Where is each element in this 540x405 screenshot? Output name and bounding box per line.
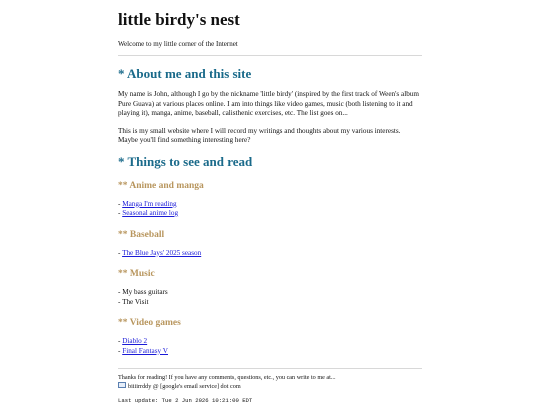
- site-tagline: Welcome to my little corner of the Internet: [118, 40, 238, 48]
- section-heading-anime: ** Anime and manga: [118, 180, 204, 191]
- about-paragraph-1: My name is John, although I go by the nickname 'little birdy' (inspired by the first track of Ween's album Pure Guava) at various places online. I am into things like video games, music (both listening to it and playing it), manga, anime, baseball, calisthenic exercises, etc. The list goes on...: [118, 90, 419, 117]
- list-bullet: -: [118, 209, 123, 217]
- list-bullet: -: [118, 346, 123, 355]
- section-heading-baseball: ** Baseball: [118, 229, 165, 240]
- list-bullet: -: [118, 199, 123, 208]
- header-divider: [118, 55, 422, 56]
- section-list-baseball: [118, 249, 422, 259]
- section-list-music: [118, 288, 422, 307]
- item-the-visit: The Visit: [122, 297, 149, 306]
- section-heading-video-games: ** Video games: [118, 318, 181, 328]
- section-list-video-games: [118, 337, 422, 356]
- site-title: little birdy's nest: [118, 10, 240, 29]
- about-heading: * About me and this site: [118, 66, 252, 81]
- list-item: [118, 288, 422, 298]
- list-item: [118, 298, 422, 308]
- last-update: Last update: Tue 2 Jun 2026 10:21:00 EDT: [118, 397, 253, 404]
- things-heading: * Things to see and read: [118, 153, 253, 169]
- main-content: [118, 10, 422, 405]
- footer-email-line: [118, 383, 422, 392]
- footer-email: biiiirrddy @ [google's email service] dot com: [128, 382, 241, 390]
- footer-divider: [118, 368, 422, 369]
- list-bullet: -: [118, 337, 123, 345]
- list-bullet: -: [118, 288, 123, 296]
- link-final-fantasy-v[interactable]: Final Fantasy V: [122, 346, 168, 355]
- list-item: [118, 347, 422, 357]
- list-bullet: -: [118, 248, 123, 257]
- section-heading-music: ** Music: [118, 269, 155, 279]
- link-seasonal-anime-log[interactable]: Seasonal anime log: [122, 209, 179, 217]
- list-bullet: -: [118, 297, 123, 306]
- footer-thanks: Thanks for reading! If you have any comments, questions, etc., you can write to me at...: [118, 374, 336, 381]
- list-item: [118, 209, 422, 219]
- list-item: [118, 337, 422, 347]
- section-list-anime: [118, 200, 422, 219]
- about-paragraph-2: This is my small website where I will record my writings and thoughts about my various interests. Maybe you'll find something interesting here?: [118, 126, 401, 144]
- link-manga-reading[interactable]: Manga I'm reading: [122, 199, 177, 208]
- link-diablo-2[interactable]: Diablo 2: [122, 337, 148, 345]
- envelope-icon: [118, 382, 126, 388]
- list-item: [118, 200, 422, 210]
- list-item: [118, 249, 422, 259]
- item-bass-guitars: My bass guitars: [122, 288, 168, 296]
- link-blue-jays-season[interactable]: The Blue Jays' 2025 season: [122, 248, 202, 257]
